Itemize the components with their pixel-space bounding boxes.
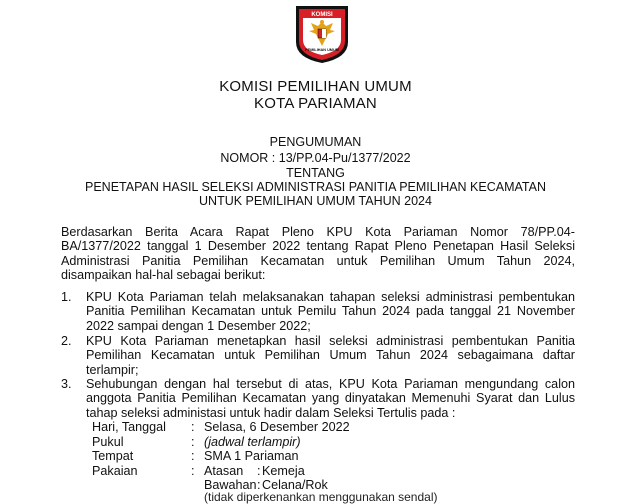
list-item-number: 1.: [61, 290, 72, 304]
schedule-colon: :: [191, 435, 195, 449]
announcement-number: NOMOR : 13/PP.04-Pu/1377/2022: [220, 151, 411, 165]
schedule-value: Kemeja: [262, 464, 305, 478]
list-item-line: anggota Panitia Pemilihan Kecamatan yang dinyatakan Memenuhi Syarat dan Lulus: [86, 391, 575, 406]
intro-line: Berdasarkan Berita Acara Rapat Pleno KPU Kota Pariaman Nomor 78/PP.04-: [61, 225, 575, 239]
schedule-value: Celana/Rok: [262, 478, 328, 492]
announcement-about: TENTANG: [286, 166, 345, 180]
schedule-colon: :: [191, 420, 195, 434]
schedule-label: Pukul: [92, 435, 124, 449]
list-item-line: 2022 sampai dengan 1 Desember 2022;: [86, 318, 311, 333]
announcement-subject-line2: UNTUK PEMILIHAN UMUM TAHUN 2024: [199, 194, 432, 208]
list-item-line: Sehubungan dengan hal tersebut di atas, KPU Kota Pariaman mengundang calon: [86, 377, 575, 391]
schedule-sublabel: Bawahan: [204, 478, 257, 492]
schedule-colon: :: [257, 478, 261, 492]
intro-paragraph: [61, 225, 575, 283]
schedule-label: Hari, Tanggal: [92, 420, 166, 434]
intro-line: Administrasi Panitia Pemilihan Kecamatan untuk Pemilihan Umum Tahun 2024,: [61, 253, 575, 268]
kpu-logo: [293, 4, 351, 64]
list-item-line: tahap seleksi administasi untuk hadir dalam Seleksi Tertulis pada :: [86, 405, 456, 420]
schedule-label: Tempat: [92, 449, 134, 463]
intro-line: BA/1377/2022 tanggal 1 Desember 2022 tentang Rapat Pleno Penetapan Hasil Seleksi: [61, 239, 575, 254]
list-item-line: terlampir;: [86, 362, 139, 377]
list-item-line: Panitia Pemilihan Kecamatan untuk Pemilu Tahun 2024 pada tanggal 21 November: [86, 304, 575, 319]
org-city: KOTA PARIAMAN: [254, 95, 377, 112]
schedule-value: Selasa, 6 Desember 2022: [204, 420, 350, 434]
announcement-subject-line1: PENETAPAN HASIL SELEKSI ADMINISTRASI PANITIA PEMILIHAN KECAMATAN: [85, 180, 546, 194]
list-item-line: Pemilihan Kecamatan untuk Pemilihan Umum Tahun 2024 sebagaimana daftar: [86, 348, 575, 363]
schedule-note: (tidak diperkenankan menggunakan sendal): [204, 490, 438, 504]
org-name: KOMISI PEMILIHAN UMUM: [219, 78, 412, 95]
list-item-text: [86, 334, 575, 377]
logo-text-top: KOMISI: [311, 12, 333, 18]
schedule-colon: :: [257, 464, 261, 478]
logo-text-bottom: PEMILIHAN UMUM: [305, 48, 339, 52]
list-item-text: [86, 290, 575, 333]
schedule-colon: :: [191, 449, 195, 463]
schedule-value: (jadwal terlampir): [204, 435, 301, 449]
list-item-text: [86, 377, 575, 420]
list-item-number: 3.: [61, 377, 72, 391]
list-item-line: KPU Kota Pariaman menetapkan hasil seleksi administrasi pembentukan Panitia: [86, 334, 575, 348]
schedule-colon: :: [191, 464, 195, 478]
intro-line: disampaikan hal-hal sebagai berikut:: [61, 268, 266, 283]
list-item-number: 2.: [61, 334, 72, 348]
schedule-label: Pakaian: [92, 464, 138, 478]
schedule-sublabel: Atasan: [204, 464, 244, 478]
schedule-value: SMA 1 Pariaman: [204, 449, 299, 463]
list-item-line: KPU Kota Pariaman telah melaksanakan tahapan seleksi administrasi pembentukan: [86, 290, 575, 304]
announcement-title: PENGUMUMAN: [269, 135, 362, 149]
